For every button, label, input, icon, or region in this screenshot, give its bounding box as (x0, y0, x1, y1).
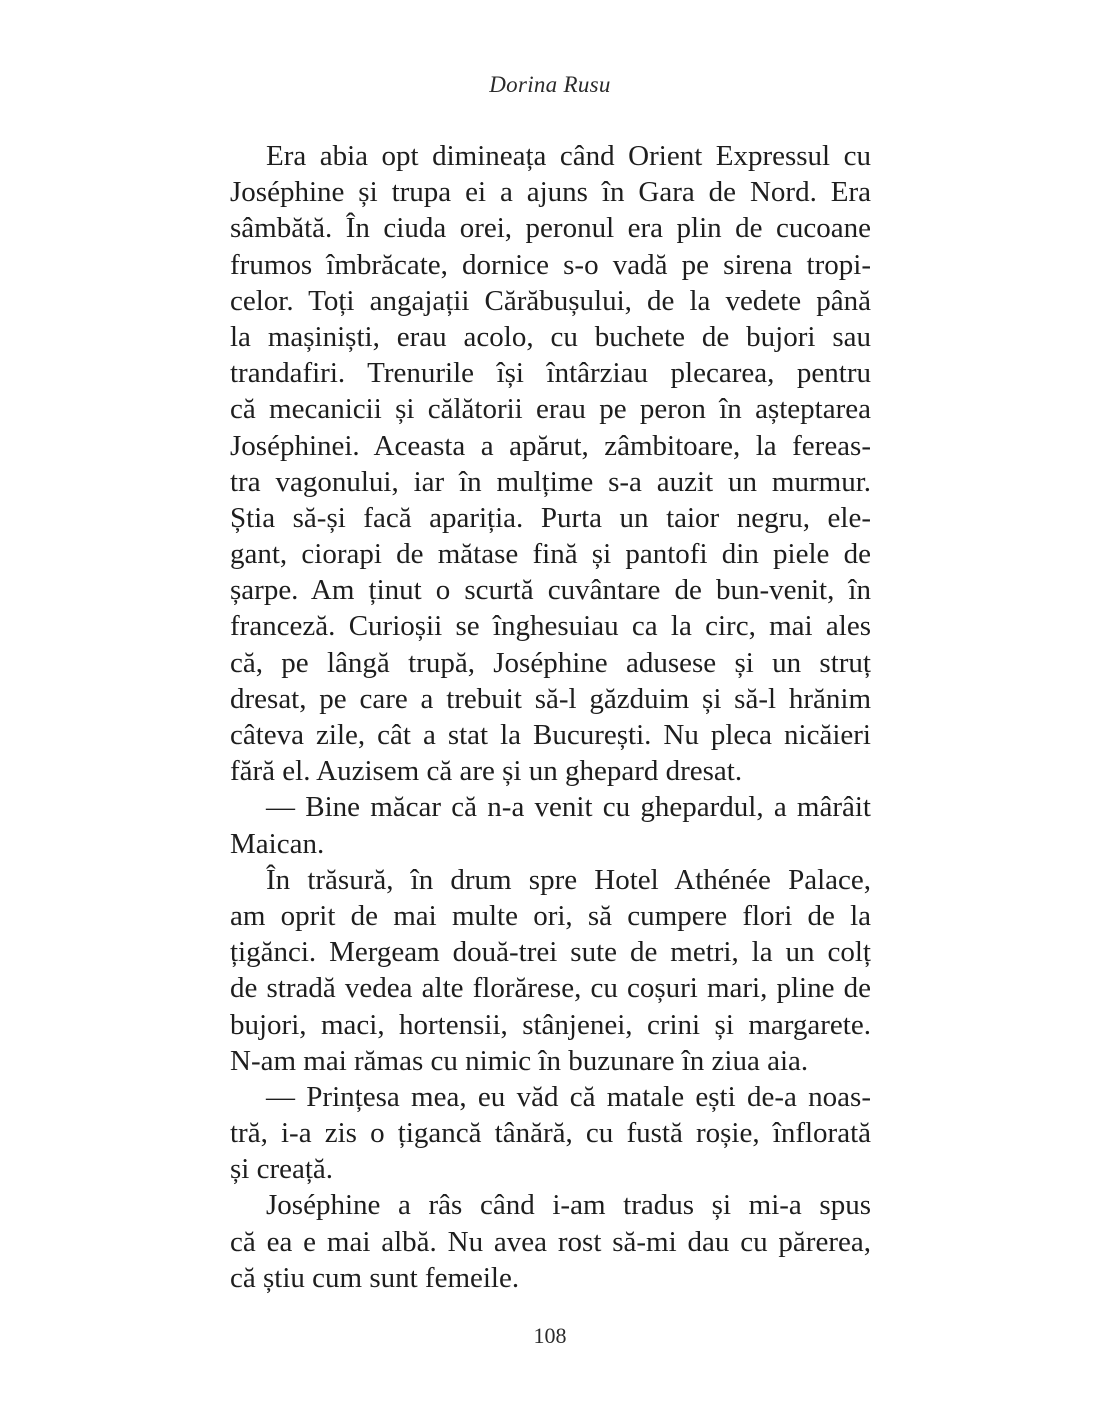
text-line: bujori, maci, hortensii, stânjenei, crini și margarete. (230, 1008, 871, 1041)
text-line: Era abia opt dimineața când Orient Expressul cu (266, 140, 871, 172)
text-line: am oprit de mai multe ori, să cumpere flori de la (230, 899, 871, 932)
dialogue-paragraph (230, 1079, 871, 1188)
text-line: țigănci. Mergeam două-trei sute de metri, la un colț (230, 936, 871, 969)
text-line: dresat, pe care a trebuit să-l găzduim și să-l hrănim (230, 682, 871, 715)
text-line: trandafiri. Trenurile își întârziau plecarea, pentru (230, 357, 871, 390)
text-line: de stradă vedea alte florărese, cu coșuri mari, pline de (230, 972, 871, 1005)
text-line: celor. Toți angajații Cărăbușului, de la vedete până (230, 284, 871, 317)
running-header-author: Dorina Rusu (489, 72, 611, 97)
text-line: că, pe lângă trupă, Joséphine adusese și un struț (230, 646, 871, 679)
text-line: că știu cum sunt femeile. (230, 1261, 520, 1294)
text-line: Joséphine și trupa ei a ajuns în Gara de Nord. Era (230, 176, 871, 209)
text-line: și creață. (230, 1153, 334, 1186)
text-line: — Prințesa mea, eu văd că matale ești de-a noas- (266, 1080, 871, 1113)
text-line: Maican. (230, 827, 325, 860)
text-line: franceză. Curioșii se înghesuiau ca la circ, mai ales (230, 610, 871, 643)
paragraph (230, 1187, 871, 1296)
text-line: că mecanicii și călătorii erau pe peron în așteptarea (230, 393, 871, 426)
text-line: că ea e mai albă. Nu avea rost să-mi dau cu părerea, (230, 1225, 871, 1258)
text-line: gant, ciorapi de mătase fină și pantofi din piele de (230, 538, 871, 571)
text-line: Joséphinei. Aceasta a apărut, zâmbitoare, la fereas- (230, 429, 871, 462)
paragraph (230, 138, 871, 789)
text-line: — Bine măcar că n-a venit cu ghepardul, a mârâit (266, 791, 871, 824)
text-line: fără el. Auzisem că are și un ghepard dresat. (230, 755, 743, 788)
paragraph (230, 862, 871, 1079)
text-line: tra vagonului, iar în mulțime s-a auzit un murmur. (230, 465, 871, 498)
text-line: În trăsură, în drum spre Hotel Athénée Palace, (266, 863, 871, 896)
body-text (230, 138, 871, 1296)
dialogue-paragraph (230, 789, 871, 861)
text-line: frumos îmbrăcate, dornice s-o vadă pe sirena tropi- (230, 248, 871, 281)
text-line: șarpe. Am ținut o scurtă cuvântare de bun-venit, în (230, 574, 871, 607)
text-line: N-am mai rămas cu nimic în buzunare în ziua aia. (230, 1044, 809, 1077)
text-line: câteva zile, cât a stat la București. Nu pleca nicăieri (230, 719, 871, 751)
text-line: sâmbătă. În ciuda orei, peronul era plin de cucoane (230, 212, 871, 245)
page-number: 108 (533, 1323, 567, 1348)
text-line: tră, i-a zis o țigancă tânără, cu fustă roșie, înflorată (230, 1117, 871, 1150)
text-line: la mașiniști, erau acolo, cu buchete de bujori sau (230, 320, 871, 353)
text-line: Știa să-și facă apariția. Purta un taior negru, ele- (230, 501, 871, 534)
text-line: Joséphine a râs când i-am tradus și mi-a spus (266, 1189, 871, 1222)
